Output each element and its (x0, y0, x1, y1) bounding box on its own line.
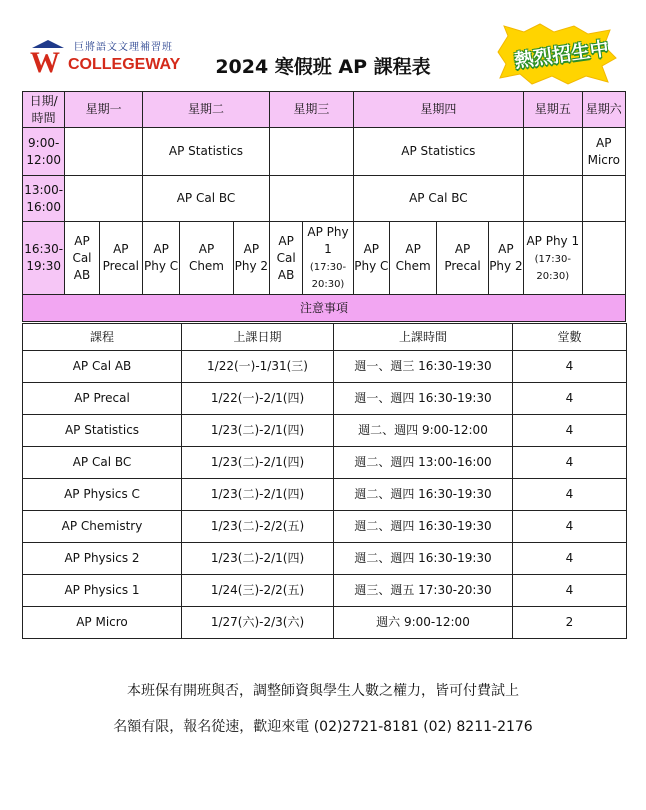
cell-phy1-fri (524, 222, 582, 295)
course-name: AP Chemistry (23, 511, 182, 543)
course-name: AP Physics 2 (23, 543, 182, 575)
course-name: AP Physics C (23, 479, 182, 511)
phy1-label: AP Phy 1 (526, 233, 580, 248)
schedule-row-afternoon (23, 176, 626, 222)
course-sessions: 4 (513, 575, 627, 607)
table-row (23, 383, 627, 415)
course-name: AP Physics 1 (23, 575, 182, 607)
col-course: 課程 (23, 324, 182, 351)
footer-policy-note: 本班保有開班與否，調整師資與學生人數之權力，皆可付費試上 (127, 683, 519, 699)
course-times: 週二、週四 9:00-12:00 (334, 415, 513, 447)
course-dates: 1/24(三)-2/2(五) (182, 575, 334, 607)
cell-empty (270, 176, 354, 222)
course-sessions: 4 (513, 543, 627, 575)
course-dates: 1/27(六)-2/3(六) (182, 607, 334, 639)
cell-micro-sat: AP Micro (582, 128, 625, 176)
course-sessions: 4 (513, 383, 627, 415)
course-name: AP Cal BC (23, 447, 182, 479)
cell-calbc-tue: AP Cal BC (142, 176, 269, 222)
course-times: 週二、週四 16:30-19:30 (334, 543, 513, 575)
phy1-label: AP Phy 1 (307, 225, 349, 256)
cell-chem-thu: AP Chem (389, 222, 436, 295)
course-dates: 1/23(二)-2/1(四) (182, 479, 334, 511)
course-table (22, 323, 627, 639)
day-friday: 星期五 (524, 92, 582, 128)
cell-calbc-thu: AP Cal BC (353, 176, 523, 222)
footer-contact: 名額有限，報名從速，歡迎來電 (02)2721-8181 (02) 8211-2176 (113, 719, 533, 735)
corner-time: 時間 (31, 110, 56, 125)
notice-heading: 注意事項 (23, 295, 626, 322)
schedule-row-evening (23, 222, 626, 295)
course-sessions: 2 (513, 607, 627, 639)
schedule-header-row (23, 92, 626, 128)
cell-precal-thu: AP Precal (437, 222, 488, 295)
day-thursday: 星期四 (353, 92, 523, 128)
course-dates: 1/22(一)-1/31(三) (182, 351, 334, 383)
cell-chem-tue: AP Chem (180, 222, 233, 295)
day-tuesday: 星期二 (142, 92, 269, 128)
course-times: 週六 9:00-12:00 (334, 607, 513, 639)
time-slot-evening: 16:30-19:30 (23, 222, 65, 295)
page-title: 2024 寒假班 AP 課程表 (215, 56, 431, 78)
schedule-table (22, 91, 626, 322)
cell-empty (524, 176, 582, 222)
course-sessions: 4 (513, 511, 627, 543)
table-row (23, 607, 627, 639)
cell-phy2-thu: AP Phy 2 (488, 222, 523, 295)
cell-phy1-wed (303, 222, 353, 295)
phy1-time: (17:30-20:30) (534, 253, 571, 282)
course-times: 週二、週四 16:30-19:30 (334, 511, 513, 543)
badge-text: 熱烈招生中 (513, 37, 611, 73)
time-slot-morning: 9:00-12:00 (23, 128, 65, 176)
table-row (23, 415, 627, 447)
day-saturday: 星期六 (582, 92, 625, 128)
cell-calab-mon: AP Cal AB (65, 222, 99, 295)
course-dates: 1/23(二)-2/1(四) (182, 447, 334, 479)
cell-empty (582, 176, 625, 222)
col-times: 上課時間 (334, 324, 513, 351)
table-row (23, 511, 627, 543)
course-header-row (23, 324, 627, 351)
cell-statistics-thu: AP Statistics (353, 128, 523, 176)
cell-empty (270, 128, 354, 176)
logo-w-mark: W (30, 46, 60, 79)
course-dates: 1/23(二)-2/1(四) (182, 415, 334, 447)
course-times: 週三、週五 17:30-20:30 (334, 575, 513, 607)
course-dates: 1/23(二)-2/1(四) (182, 543, 334, 575)
course-name: AP Precal (23, 383, 182, 415)
course-name: AP Cal AB (23, 351, 182, 383)
course-name: AP Micro (23, 607, 182, 639)
cell-empty (65, 128, 143, 176)
logo-chinese-name: 巨將語文文理補習班 (74, 42, 173, 53)
phy1-time: (17:30-20:30) (309, 262, 347, 290)
table-row (23, 575, 627, 607)
course-dates: 1/22(一)-2/1(四) (182, 383, 334, 415)
cell-phyc-thu: AP Phy C (353, 222, 389, 295)
cell-precal-mon: AP Precal (99, 222, 142, 295)
logo-english-name: COLLEGEWAY (68, 56, 181, 73)
notice-row (23, 295, 626, 322)
table-row (23, 543, 627, 575)
col-sessions: 堂數 (513, 324, 627, 351)
cell-empty (524, 128, 582, 176)
day-monday: 星期一 (65, 92, 143, 128)
table-row (23, 351, 627, 383)
course-times: 週二、週四 16:30-19:30 (334, 479, 513, 511)
course-sessions: 4 (513, 479, 627, 511)
cell-calab-wed: AP Cal AB (270, 222, 303, 295)
table-row (23, 447, 627, 479)
day-wednesday: 星期三 (270, 92, 354, 128)
table-row (23, 479, 627, 511)
time-slot-afternoon: 13:00-16:00 (23, 176, 65, 222)
course-sessions: 4 (513, 447, 627, 479)
enrollment-badge (492, 22, 618, 86)
course-times: 週一、週四 16:30-19:30 (334, 383, 513, 415)
cell-empty (582, 222, 625, 295)
cell-empty (65, 176, 143, 222)
corner-cell (23, 92, 65, 128)
col-dates: 上課日期 (182, 324, 334, 351)
schedule-row-morning (23, 128, 626, 176)
course-sessions: 4 (513, 415, 627, 447)
course-times: 週二、週四 13:00-16:00 (334, 447, 513, 479)
course-dates: 1/23(二)-2/2(五) (182, 511, 334, 543)
cell-statistics-tue: AP Statistics (142, 128, 269, 176)
course-name: AP Statistics (23, 415, 182, 447)
course-sessions: 4 (513, 351, 627, 383)
corner-date: 日期/ (29, 93, 58, 108)
cell-phy2-tue: AP Phy 2 (233, 222, 269, 295)
cell-phyc-tue: AP Phy C (142, 222, 179, 295)
course-times: 週一、週三 16:30-19:30 (334, 351, 513, 383)
